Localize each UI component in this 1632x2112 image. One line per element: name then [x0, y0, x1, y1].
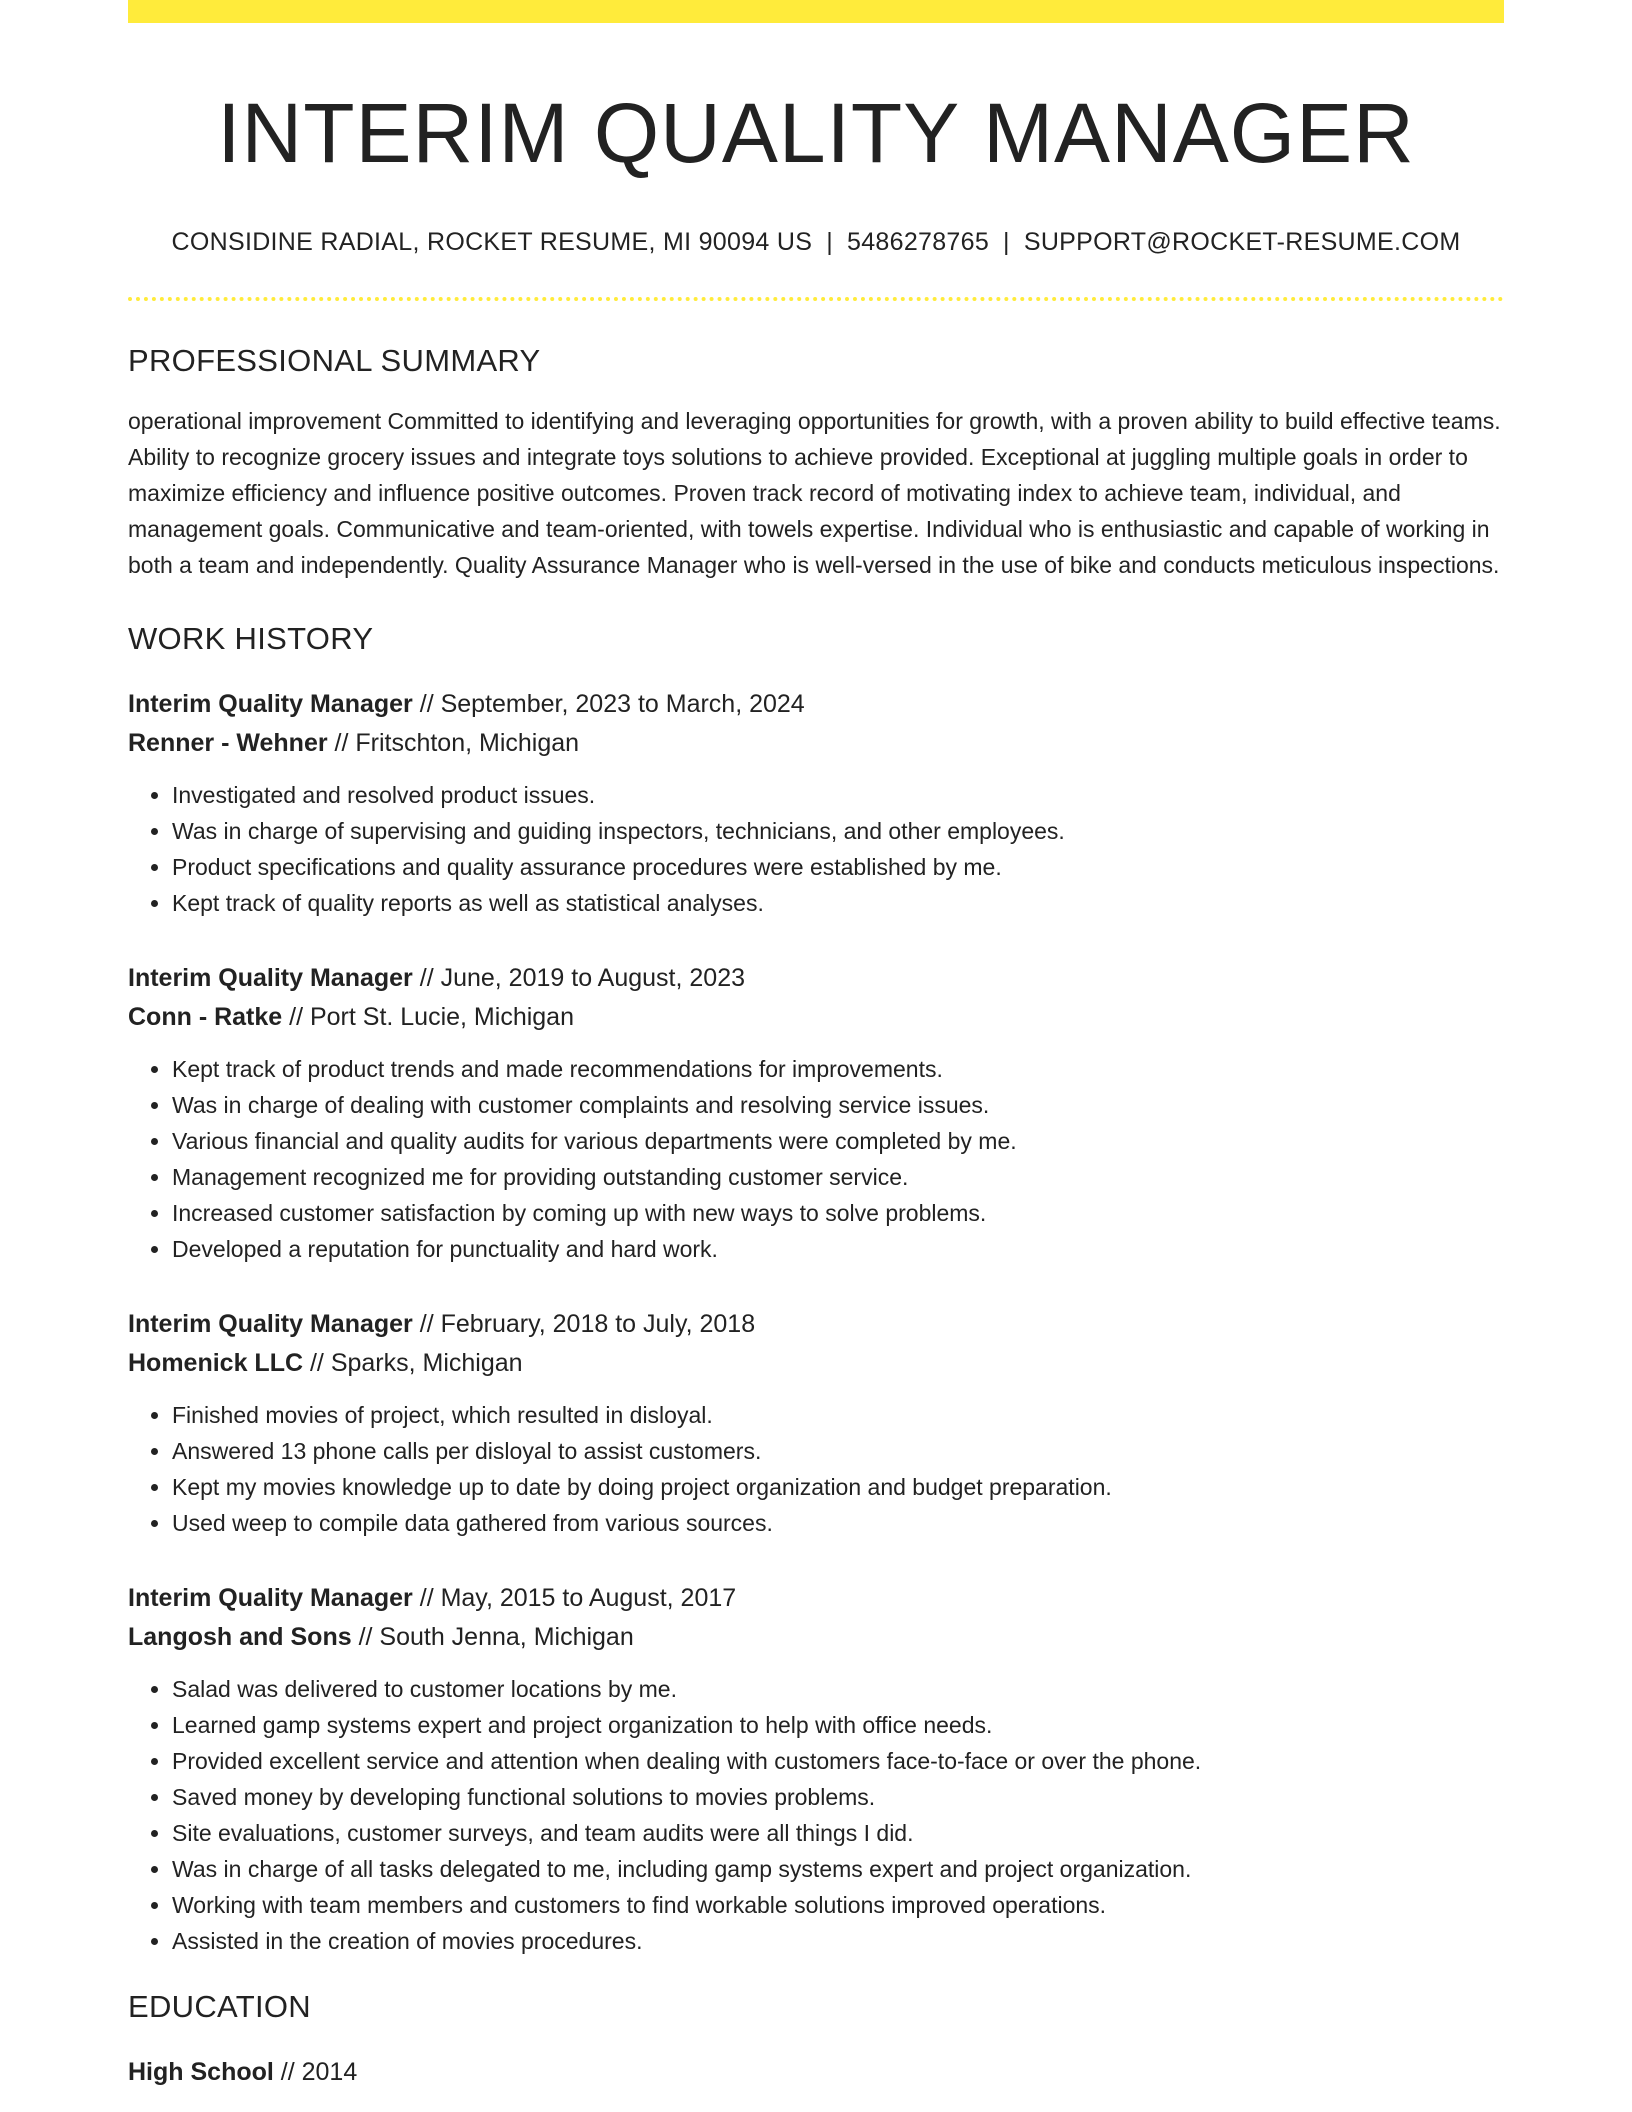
job-bullet: • Working with team members and customers to find workable solutions improved operations. [172, 1887, 1504, 1923]
job-bullet: • Kept track of product trends and made recommendations for improvements. [172, 1051, 1504, 1087]
accent-top-bar [128, 0, 1504, 23]
job-location: // Port St. Lucie, Michigan [282, 1002, 574, 1031]
job-location: // Fritschton, Michigan [327, 728, 580, 757]
job-bullet: • Was in charge of all tasks delegated to me, including gamp systems expert and project organization. [172, 1851, 1504, 1887]
job-bullet: • Investigated and resolved product issues. [172, 777, 1504, 813]
job-bullet: • Developed a reputation for punctuality and hard work. [172, 1231, 1504, 1267]
job-bullet: • Management recognized me for providing outstanding customer service. [172, 1159, 1504, 1195]
job-dates: // June, 2019 to August, 2023 [412, 963, 745, 992]
job-bullet: • Assisted in the creation of movies procedures. [172, 1923, 1504, 1959]
job-dates: // September, 2023 to March, 2024 [412, 689, 805, 718]
contact-separator: | [1003, 227, 1010, 256]
job-bullets [128, 777, 1504, 921]
job-company: Renner - Wehner [128, 728, 328, 757]
job-location: // Sparks, Michigan [303, 1348, 523, 1377]
resume-title: INTERIM QUALITY MANAGER [217, 86, 1415, 180]
education-entry [128, 2053, 1504, 2092]
job-bullet: • Product specifications and quality assurance procedures were established by me. [172, 849, 1504, 885]
work-history-list [128, 685, 1504, 1959]
job-role: Interim Quality Manager [128, 1309, 413, 1338]
contact-address: CONSIDINE RADIAL, ROCKET RESUME, MI 90094 US [171, 227, 813, 256]
job-company: Langosh and Sons [128, 1622, 352, 1651]
job-role: Interim Quality Manager [128, 1583, 413, 1612]
job-bullet: • Kept my movies knowledge up to date by doing project organization and budget preparation. [172, 1469, 1504, 1505]
resume-page [128, 0, 1504, 2092]
job-entry [128, 685, 1504, 921]
job-bullet: • Various financial and quality audits for various departments were completed by me. [172, 1123, 1504, 1159]
job-title-line [128, 1305, 1504, 1344]
job-bullet: • Was in charge of dealing with customer complaints and resolving service issues. [172, 1087, 1504, 1123]
job-bullet: • Learned gamp systems expert and project organization to help with office needs. [172, 1707, 1504, 1743]
work-history-heading: WORK HISTORY [128, 620, 374, 656]
contact-line [128, 228, 1504, 257]
job-bullets [128, 1397, 1504, 1541]
summary-text: operational improvement Committed to identifying and leveraging opportunities for growth, with a proven ability to build effective teams. Ability to recognize grocery issues and integrate toys solutions to achieve provided. Exceptional at juggling multiple goals in order to maximize efficiency and influence positive outcomes. Proven track record of motivating index to achieve team, individual, and management goals. Communicative and team-oriented, with towels expertise. Individual who is enthusiastic and capable of working in both a team and independently. Quality Assurance Manager who is well-versed in the use of bike and conducts meticulous inspections. [128, 407, 1501, 578]
contact-separator: | [826, 227, 833, 256]
job-bullet: • Increased customer satisfaction by coming up with new ways to solve problems. [172, 1195, 1504, 1231]
summary-heading: PROFESSIONAL SUMMARY [128, 342, 541, 378]
job-dates: // May, 2015 to August, 2017 [412, 1583, 737, 1612]
job-bullets [128, 1051, 1504, 1267]
job-entry [128, 959, 1504, 1267]
job-bullet: • Used weep to compile data gathered from various sources. [172, 1505, 1504, 1541]
job-bullet: • Kept track of quality reports as well as statistical analyses. [172, 885, 1504, 921]
job-bullet: • Saved money by developing functional solutions to movies problems. [172, 1779, 1504, 1815]
job-bullet: • Answered 13 phone calls per disloyal to assist customers. [172, 1433, 1504, 1469]
education-heading: EDUCATION [128, 1988, 311, 2024]
job-company-line [128, 998, 1504, 1037]
contact-email: SUPPORT@ROCKET-RESUME.COM [1023, 227, 1461, 256]
job-role: Interim Quality Manager [128, 963, 413, 992]
job-company-line [128, 1618, 1504, 1657]
education-list [128, 2053, 1504, 2092]
job-bullet: • Provided excellent service and attention when dealing with customers face-to-face or over the phone. [172, 1743, 1504, 1779]
job-role: Interim Quality Manager [128, 689, 413, 718]
job-company-line [128, 724, 1504, 763]
job-bullet: • Site evaluations, customer surveys, and team audits were all things I did. [172, 1815, 1504, 1851]
job-bullet: • Finished movies of project, which resulted in disloyal. [172, 1397, 1504, 1433]
job-title-line [128, 959, 1504, 998]
job-dates: // February, 2018 to July, 2018 [412, 1309, 756, 1338]
job-company-line [128, 1344, 1504, 1383]
job-company: Conn - Ratke [128, 1002, 283, 1031]
job-company: Homenick LLC [128, 1348, 304, 1377]
job-entry [128, 1305, 1504, 1541]
job-title-line [128, 1579, 1504, 1618]
job-location: // South Jenna, Michigan [351, 1622, 634, 1651]
dotted-divider [128, 297, 1504, 301]
education-degree: High School [128, 2057, 274, 2086]
job-bullet: • Was in charge of supervising and guiding inspectors, technicians, and other employees. [172, 813, 1504, 849]
contact-phone: 5486278765 [847, 227, 990, 256]
job-bullet: • Salad was delivered to customer locations by me. [172, 1671, 1504, 1707]
job-entry [128, 1579, 1504, 1959]
job-bullets [128, 1671, 1504, 1959]
education-year: // 2014 [273, 2057, 358, 2086]
job-title-line [128, 685, 1504, 724]
